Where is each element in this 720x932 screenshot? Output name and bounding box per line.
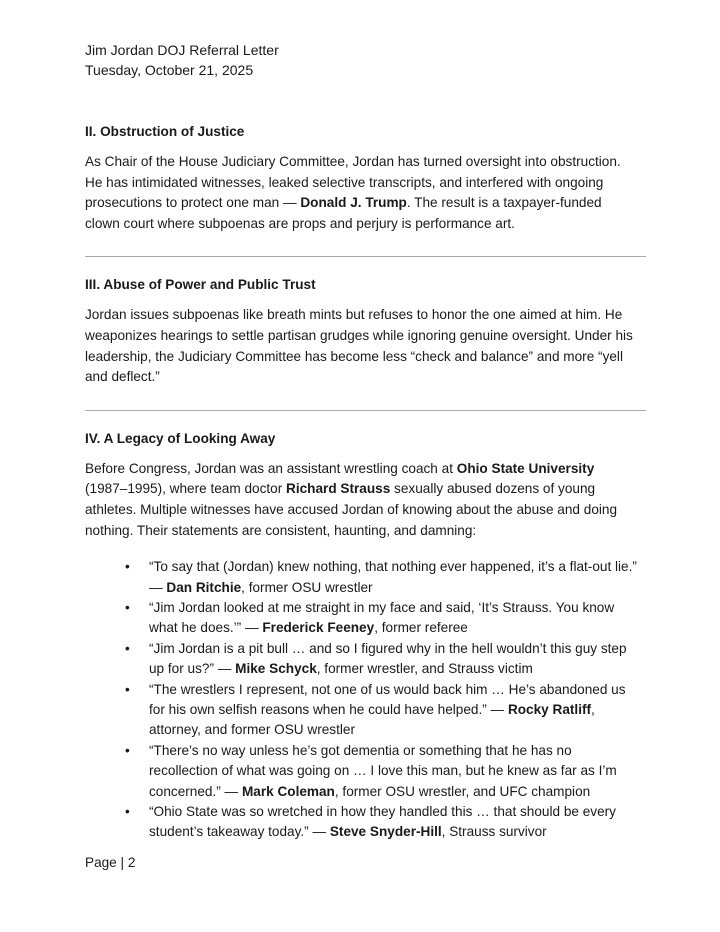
bullet-icon: • [125,681,130,697]
bullet-icon: • [125,559,130,575]
list-item [85,557,640,598]
witness-role: , former OSU wrestler [241,579,373,595]
section-abuse-of-power [85,275,640,387]
bold-name: Ohio State University [456,460,595,476]
section-paragraph [85,152,640,234]
section-divider [85,256,646,257]
bold-name: Donald J. Trump [300,195,407,211]
quote-text: “Jim Jordan looked at me straight in my face and said, ‘It’s Strauss. You know what he does.’” — [149,599,615,636]
section-paragraph [85,459,640,541]
witness-role: , Strauss survivor [441,824,547,840]
witness-role: , former referee [374,620,468,636]
document-title: Jim Jordan DOJ Referral Letter [85,42,279,58]
quote-text: “To say that (Jordan) knew nothing, that nothing ever happened, it’s a flat-out lie.” — [149,559,637,595]
witness-name: Rocky Ratliff [507,701,592,717]
bullet-icon: • [125,599,130,615]
section-legacy-of-looking-away [85,429,640,843]
section-divider [85,410,646,411]
section-heading: II. Obstruction of Justice [85,124,245,139]
witness-name: Dan Ritchie [166,579,242,595]
quote-text: “There’s no way unless he’s got dementia or something that he has no recollection of what was going on … I love this man, but he knew as far as I’m concerned.” — [149,742,617,799]
page-number: Page | 2 [85,855,136,870]
witness-role: , attorney, and former OSU wrestler [149,701,595,738]
paragraph-text: sexually abused dozens of young athletes. Multiple witnesses have accused Jordan of knowing about the abuse and doing nothing. Their statements are consistent, haunting, and damning: [85,481,618,538]
witness-name: Frederick Feeney [262,620,375,636]
list-item [85,639,640,680]
list-item [85,802,640,843]
bold-name: Richard Strauss [286,481,391,497]
quote-text: “Ohio State was so wretched in how they handled this … that should be every student’s takeaway today.” — [149,804,616,840]
witness-name: Steve Snyder-Hill [329,824,442,840]
paragraph-text: . The result is a taxpayer-funded clown court where subpoenas are props and perjury is performance art. [85,195,602,231]
witness-quote-list [85,557,640,843]
section-obstruction-of-justice [85,122,640,234]
quote-text: “The wrestlers I represent, not one of us would back him … He’s abandoned us for his own selfish reasons when he could have helped.” — [149,681,626,717]
document-body [85,122,640,843]
section-heading: IV. A Legacy of Looking Away [85,430,276,446]
bullet-icon: • [125,640,130,656]
paragraph-text: Before Congress, Jordan was an assistant wrestling coach at [85,460,457,476]
list-item [85,741,640,802]
paragraph-text: Jordan issues subpoenas like breath mints but refuses to honor the one aimed at him. He weaponizes hearings to settle partisan grudges while ignoring genuine oversight. Under his leadership, the Judiciary Committee has become less “check and balance” and more “yell and deflect.” [85,307,633,385]
list-item [85,680,640,741]
document-date: Tuesday, October 21, 2025 [85,62,254,78]
paragraph-text: (1987–1995), where team doctor [85,481,287,497]
list-item [85,598,640,639]
section-paragraph [85,305,640,387]
document-header [85,40,279,80]
witness-name: Mark Coleman [241,783,335,799]
bullet-icon: • [125,742,130,758]
bullet-icon: • [125,804,130,819]
witness-role: , former wrestler, and Strauss victim [316,661,533,677]
witness-role: , former OSU wrestler, and UFC champion [334,783,591,799]
witness-name: Mike Schyck [235,661,317,677]
quote-text: “Jim Jordan is a pit bull … and so I figured why in the hell wouldn’t this guy step up for us?” — [149,640,627,677]
section-heading: III. Abuse of Power and Public Trust [85,277,316,293]
paragraph-text: As Chair of the House Judiciary Committee, Jordan has turned oversight into obstruction. He has intimidated witnesses, leaked selective transcripts, and interfered with ongoing prosecutions to protect one man — [85,154,621,211]
